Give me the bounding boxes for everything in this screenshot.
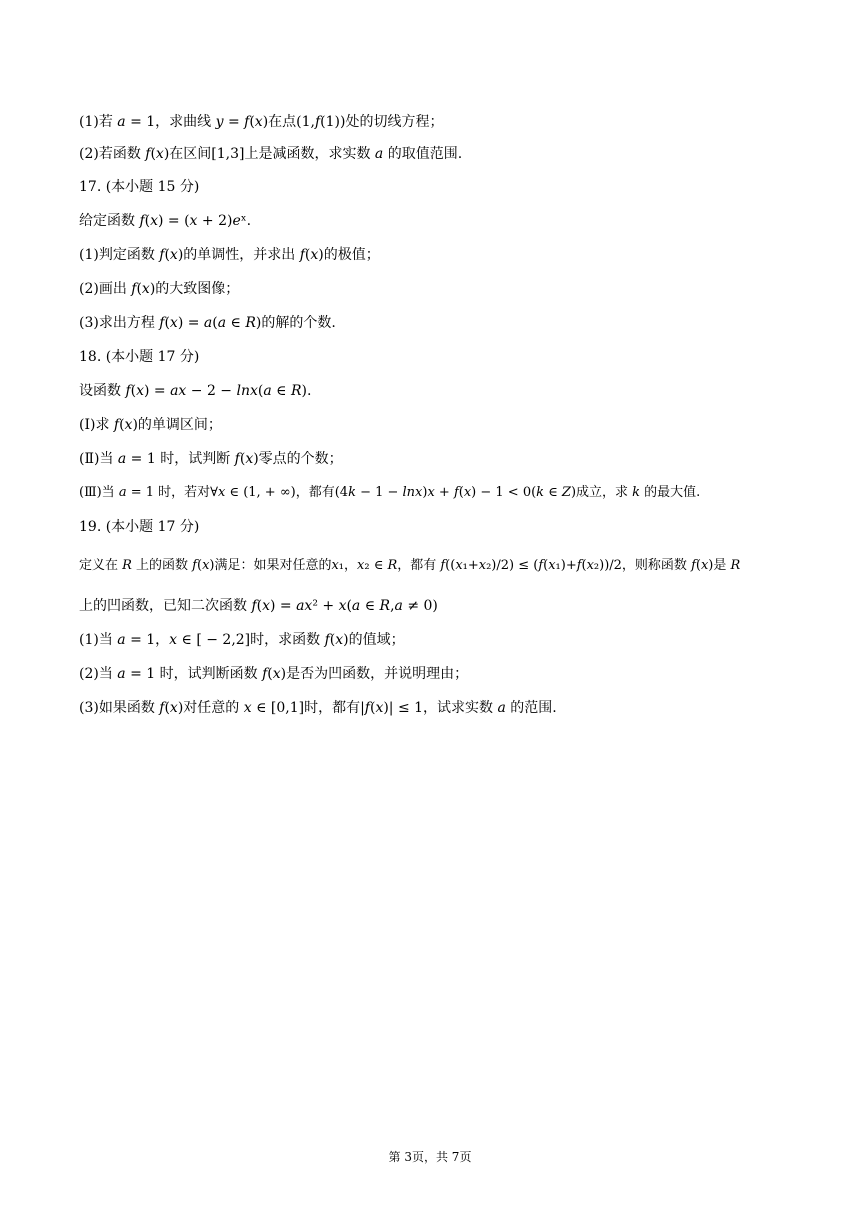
question-18-part-2: (Ⅱ)当 𝑎 = 1 时，试判断 𝑓(𝑥)零点的个数； [79, 451, 343, 467]
page-footer: 第 3页，共 7页 [388, 1150, 472, 1164]
question-18-stem: 设函数 𝑓(𝑥) = 𝑎𝑥 − 2 − 𝑙𝑛𝑥(𝑎 ∈ 𝑅). [79, 383, 312, 399]
question-17-part-1: (1)判定函数 𝑓(𝑥)的单调性，并求出 𝑓(𝑥)的极值； [79, 247, 380, 263]
question-19-heading: 19. (本小题 17 分) [79, 519, 200, 535]
question-16-part-2: (2)若函数 𝑓(𝑥)在区间[1,3]上是减函数，求实数 𝑎 的取值范围. [79, 146, 463, 162]
question-16-part-1: (1)若 𝑎 = 1，求曲线 𝑦 = 𝑓(𝑥)在点(1,𝑓(1))处的切线方程； [79, 114, 444, 130]
question-17-part-2: (2)画出 𝑓(𝑥)的大致图像； [79, 281, 240, 297]
question-19-part-1: (1)当 𝑎 = 1，𝑥 ∈ [ − 2,2]时，求函数 𝑓(𝑥)的值域； [79, 632, 405, 648]
question-19-stem-line-1: 定义在 𝑅 上的函数 𝑓(𝑥)满足：如果对任意的𝑥₁，𝑥₂ ∈ 𝑅，都有 𝑓((𝑥₁+𝑥₂)/2) ≤ (𝑓(𝑥₁)+𝑓(𝑥₂))/2，则称函数 𝑓(𝑥)是 𝑅 [79, 558, 741, 573]
question-19-part-2: (2)当 𝑎 = 1 时，试判断函数 𝑓(𝑥)是否为凹函数，并说明理由； [79, 666, 469, 682]
question-18-part-3: (Ⅲ)当 𝑎 = 1 时，若对∀𝑥 ∈ (1, + ∞)，都有(4𝑘 − 1 − 𝑙𝑛𝑥)𝑥 + 𝑓(𝑥) − 1 < 0(𝑘 ∈ 𝑍)成立，求 𝑘 的最大值. [79, 485, 701, 500]
question-17-part-3: (3)求出方程 𝑓(𝑥) = 𝑎(𝑎 ∈ 𝑅)的解的个数. [79, 315, 336, 331]
question-17-heading: 17. (本小题 15 分) [79, 179, 200, 195]
question-19-part-3: (3)如果函数 𝑓(𝑥)对任意的 𝑥 ∈ [0,1]时，都有|𝑓(𝑥)| ≤ 1，试求实数 𝑎 的范围. [79, 700, 557, 716]
question-19-stem-line-2: 上的凹函数，已知二次函数 𝑓(𝑥) = 𝑎𝑥² + 𝑥(𝑎 ∈ 𝑅,𝑎 ≠ 0) [79, 598, 438, 614]
question-17-stem: 给定函数 𝑓(𝑥) = (𝑥 + 2)𝑒ˣ. [79, 213, 252, 229]
question-18-heading: 18. (本小题 17 分) [79, 349, 200, 365]
question-18-part-1: (Ⅰ)求 𝑓(𝑥)的单调区间； [79, 417, 222, 433]
